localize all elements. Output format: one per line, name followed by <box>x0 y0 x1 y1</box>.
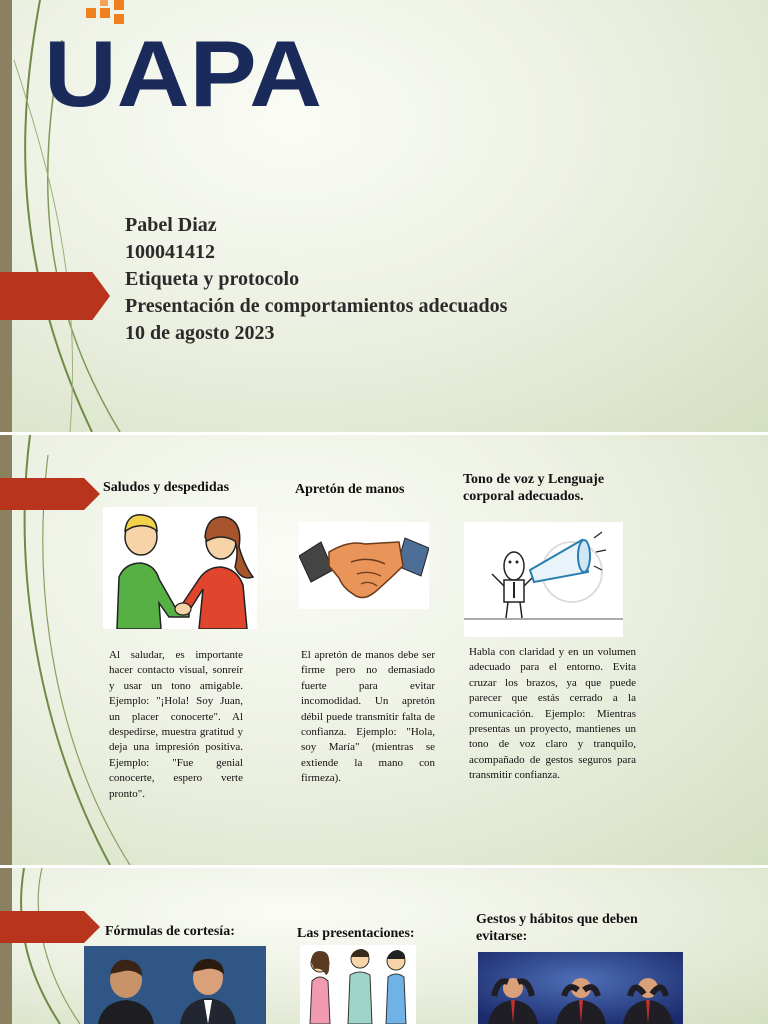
handshake-greeting-icon <box>103 507 257 629</box>
heading-formulas: Fórmulas de cortesía: <box>105 924 235 939</box>
accent-arrow <box>0 478 100 510</box>
megaphone-icon <box>464 522 623 637</box>
accent-arrow <box>0 911 100 943</box>
business-people-icon <box>84 946 266 1024</box>
accent-arrow <box>0 272 110 320</box>
student-id: 100041412 <box>125 241 215 263</box>
handshake-icon <box>299 522 429 609</box>
title-slide <box>0 0 768 432</box>
heading-gestos: Gestos y hábitos que deben evitarse: <box>476 912 638 944</box>
heading-saludos: Saludos y despedidas <box>103 480 230 495</box>
presentation-info <box>125 212 507 347</box>
heading-apreton: Apretón de manos <box>295 482 405 497</box>
behaviors-slide <box>0 435 768 865</box>
student-name: Pabel Diaz <box>125 214 217 236</box>
course-name: Etiqueta y protocolo <box>125 268 300 290</box>
paragraph-apreton: El apretón de manos debe ser firme pero no demasiado fuerte para evitar incomodidad. Un apretón débil puede transmitir falta de confianza. Ejemplo: "Hola, soy María" (mientras se extiende la mano con firmeza). <box>301 649 435 785</box>
courtesy-slide <box>0 868 768 1024</box>
svg-text:UAPA: UAPA <box>44 21 322 110</box>
uapa-logo <box>44 0 324 110</box>
heading-presentaciones: Las presentaciones: <box>297 926 415 941</box>
paragraph-saludos: Al saludar, es importante hacer contacto visual, sonreír y usar un tono amigable. Ejemplo: "¡Hola! Soy Juan, un placer conocerte". Al despedirse, muestra gratitud y deja una impresión positiva. Ejemplo: "Fue genial conocerte, espero verte pronto". <box>109 649 243 800</box>
presentation-title: Presentación de comportamientos adecuados <box>125 295 508 317</box>
people-introduction-icon <box>300 945 416 1024</box>
heading-tono-voz: Tono de voz y Lenguaje corporal adecuados. <box>463 472 605 504</box>
three-men-gestures-icon <box>478 952 683 1024</box>
paragraph-tono-voz: Habla con claridad y en un volumen adecuado para el entorno. Evita cruzar los brazos, ya que puede parecer que estás cerrado a la comunicación. Ejemplo: Mientras presentas un proyecto, mantienes un tono de voz claro y tranquilo, acompañado de gestos seguros para transmitir confianza. <box>469 646 636 782</box>
presentation-date: 10 de agosto 2023 <box>125 322 275 344</box>
